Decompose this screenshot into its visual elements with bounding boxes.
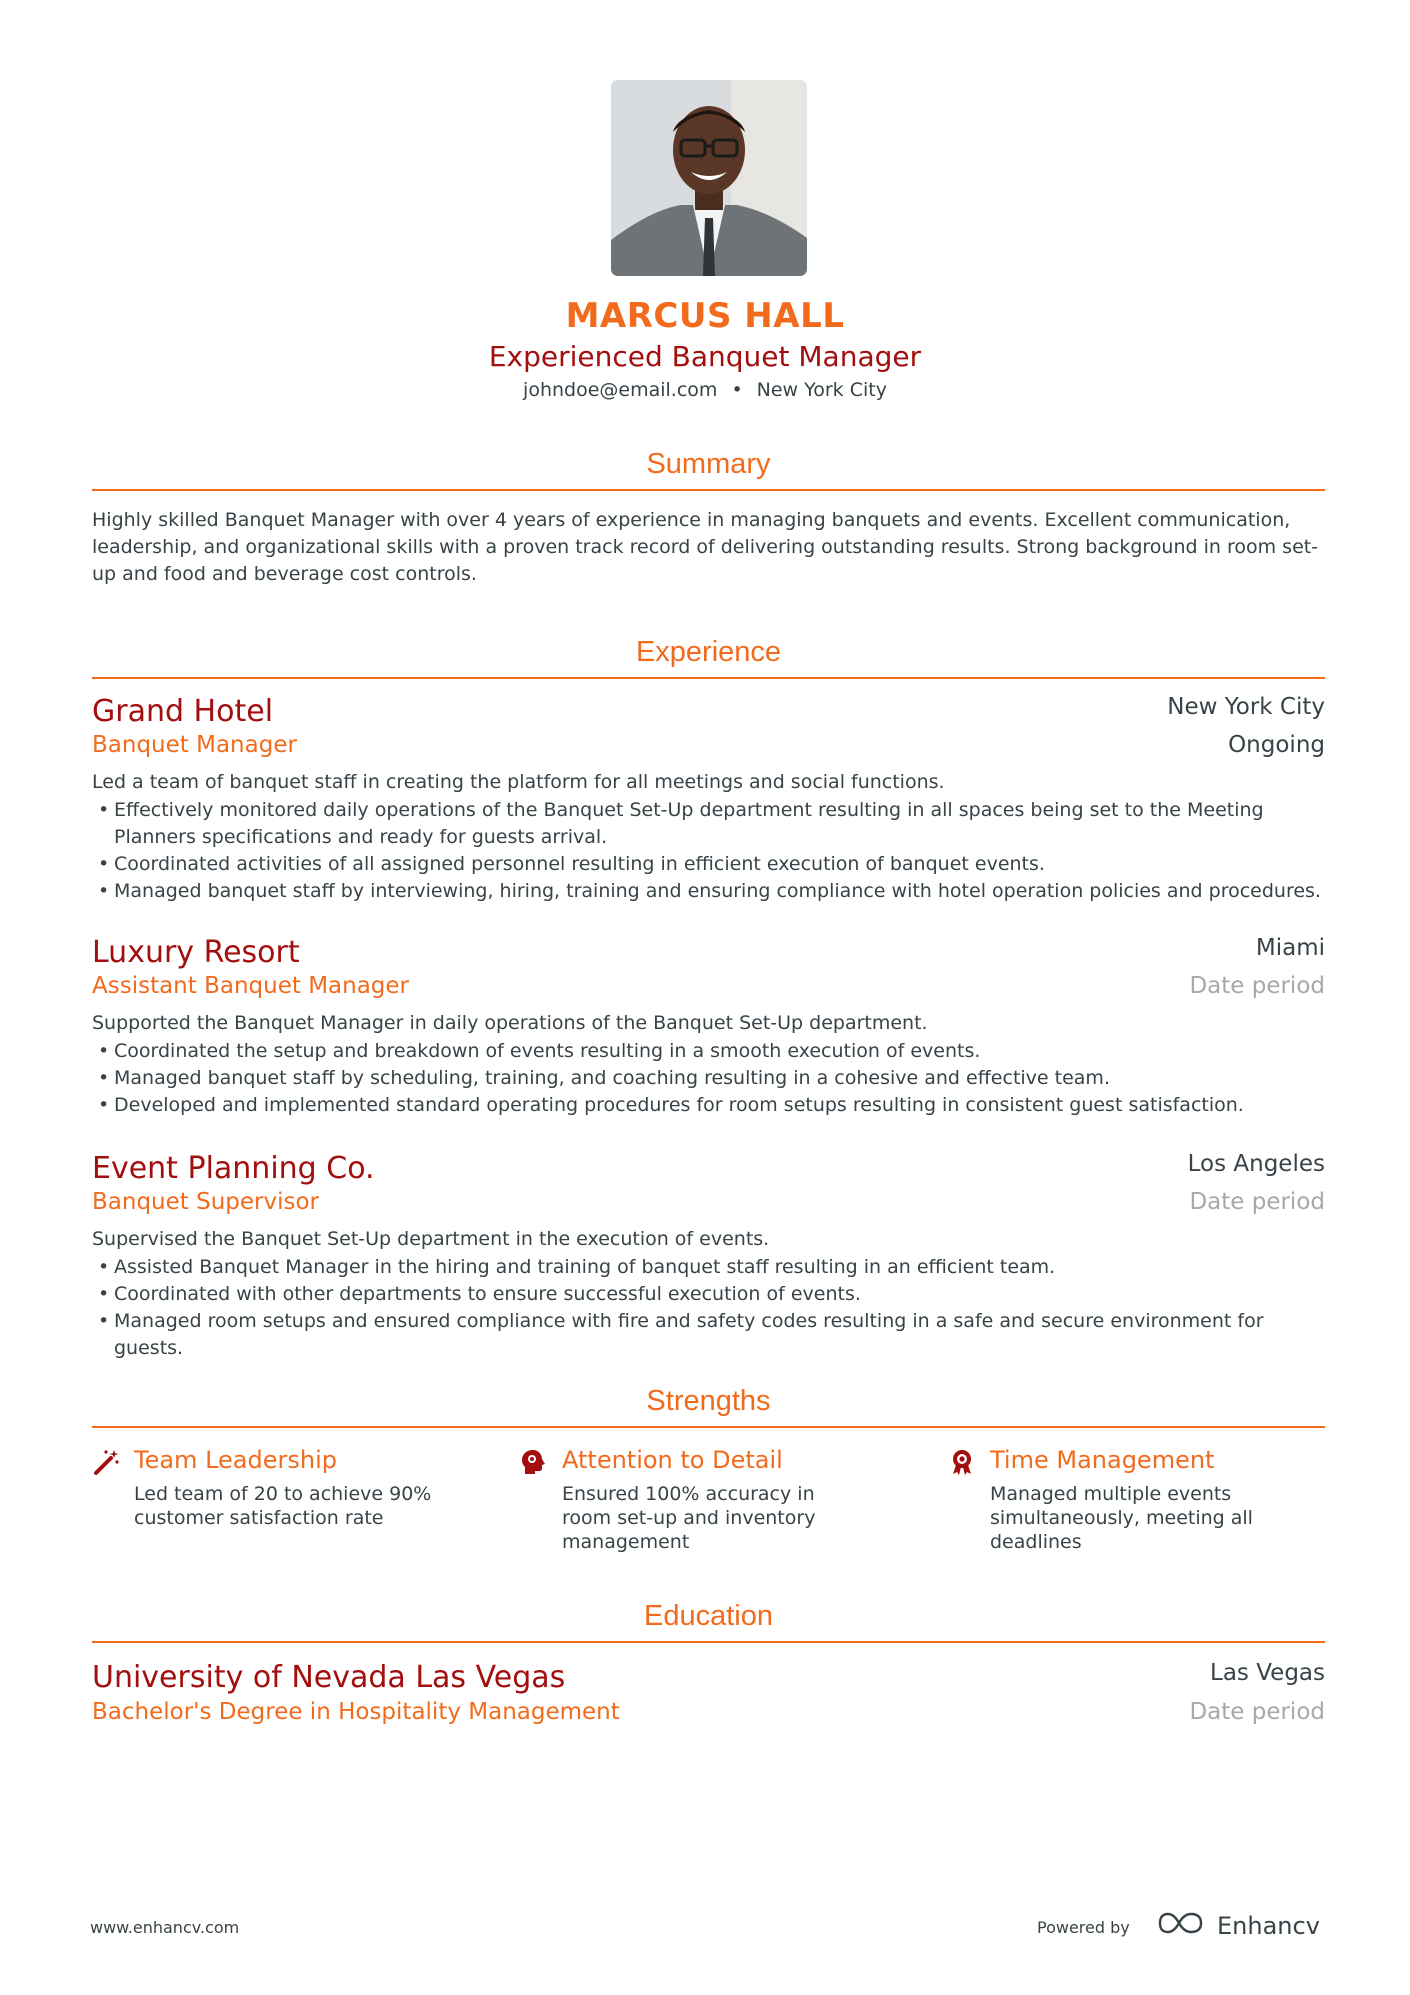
summary-heading: Summary [646, 448, 771, 480]
job-bullet: • Coordinated the setup and breakdown of events resulting in a smooth execution of events. [92, 1038, 1325, 1065]
school-name: University of Nevada Las Vegas [92, 1660, 566, 1695]
strength-description: Led team of 20 to achieve 90% customer satisfaction rate [134, 1483, 432, 1529]
education-rule [92, 1641, 1325, 1643]
magic-wand-icon [92, 1448, 120, 1476]
job-description: Supported the Banquet Manager in daily operations of the Banquet Set-Up department. [92, 1012, 928, 1034]
strength-title: Time Management [990, 1446, 1215, 1474]
job-role: Banquet Supervisor [92, 1189, 320, 1215]
job-bullet: • Effectively monitored daily operations of the Banquet Set-Up department resulting in all spaces being set to the Meeting Planners specifications and ready for guests arrival. [92, 797, 1325, 851]
job-description: Supervised the Banquet Set-Up department in the execution of events. [92, 1228, 770, 1250]
job-bullet: • Coordinated with other departments to ensure successful execution of events. [92, 1281, 1325, 1308]
award-medal-icon [948, 1448, 976, 1476]
education-entry [92, 1660, 1325, 1740]
email-text[interactable]: johndoe@email.com [523, 379, 718, 401]
strength-item [92, 1446, 432, 1546]
company-name: Luxury Resort [92, 935, 300, 970]
company-name: Grand Hotel [92, 694, 274, 729]
job-bullet: • Managed banquet staff by scheduling, training, and coaching resulting in a cohesive and effective team. [92, 1065, 1325, 1092]
enhancv-logo-icon [1157, 1908, 1205, 1942]
strengths-heading: Strengths [646, 1385, 771, 1417]
job-bullet: • Managed banquet staff by interviewing, hiring, training and ensuring compliance with hotel operation policies and procedures. [92, 878, 1325, 905]
company-name: Event Planning Co. [92, 1151, 375, 1186]
school-location: Las Vegas [1210, 1660, 1325, 1686]
experience-entry [92, 1151, 1325, 1359]
job-bullet: • Coordinated activities of all assigned personnel resulting in efficient execution of banquet events. [92, 851, 1325, 878]
job-location: New York City [1167, 694, 1325, 720]
job-location: Miami [1255, 935, 1325, 961]
degree-name: Bachelor's Degree in Hospitality Management [92, 1699, 620, 1725]
strength-item [520, 1446, 850, 1553]
job-bullet: • Developed and implemented standard operating procedures for room setups resulting in consistent guest satisfaction. [92, 1092, 1325, 1119]
strength-description: Ensured 100% accuracy in room set-up and inventory management [562, 1483, 816, 1553]
experience-rule [92, 677, 1325, 679]
job-date: Date period [1189, 1189, 1325, 1215]
strength-title: Attention to Detail [562, 1446, 783, 1474]
profile-photo [611, 80, 807, 276]
candidate-name: MARCUS HALL [565, 296, 845, 336]
summary-text: Highly skilled Banquet Manager with over 4 years of experience in managing banquets and events. Excellent communication, leadership, and organizational skills with a proven track record of delivering outstanding results. Strong background in room set-up and food and beverage cost controls. [92, 509, 1319, 585]
experience-entry [92, 935, 1325, 1125]
brain-head-icon [520, 1448, 548, 1476]
job-description: Led a team of banquet staff in creating the platform for all meetings and social functions. [92, 771, 945, 793]
strengths-rule [92, 1426, 1325, 1428]
summary-rule [92, 489, 1325, 491]
job-bullets [92, 1038, 1325, 1119]
job-bullet: • Managed room setups and ensured compliance with fire and safety codes resulting in a safe and secure environment for guests. [92, 1308, 1325, 1362]
strength-description: Managed multiple events simultaneously, meeting all deadlines [990, 1483, 1253, 1553]
job-location: Los Angeles [1187, 1151, 1325, 1177]
job-bullets [92, 797, 1325, 905]
job-role: Banquet Manager [92, 732, 297, 758]
separator-dot: • [731, 379, 743, 401]
website-link[interactable]: www.enhancv.com [90, 1918, 240, 1937]
experience-entry [92, 694, 1325, 914]
job-bullets [92, 1254, 1325, 1362]
job-date: Date period [1189, 973, 1325, 999]
contact-line [0, 379, 1410, 401]
job-bullet: • Assisted Banquet Manager in the hiring and training of banquet staff resulting in an efficient team. [92, 1254, 1325, 1281]
location-text: New York City [756, 379, 887, 401]
powered-by-label: Powered by [1037, 1918, 1130, 1937]
education-heading: Education [644, 1600, 773, 1632]
job-role: Assistant Banquet Manager [92, 973, 410, 999]
experience-heading: Experience [635, 636, 782, 668]
job-date: Ongoing [1228, 732, 1325, 758]
strength-item [948, 1446, 1278, 1556]
candidate-headline: Experienced Banquet Manager [488, 340, 922, 373]
enhancv-brand-text: Enhancv [1217, 1912, 1320, 1940]
education-date: Date period [1189, 1699, 1325, 1725]
strength-title: Team Leadership [134, 1446, 337, 1474]
